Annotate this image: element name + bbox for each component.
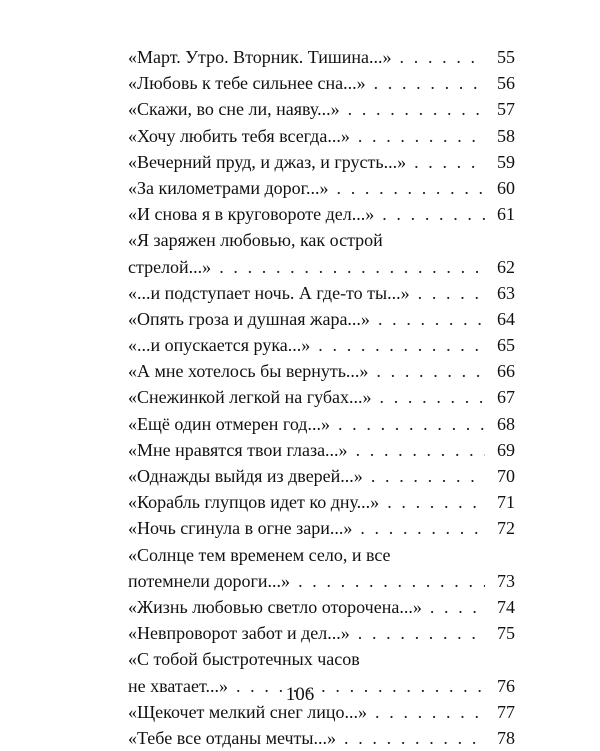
toc-entry-page: 56 <box>497 73 515 94</box>
toc-entry-page: 66 <box>497 361 515 382</box>
dot-leader <box>418 280 485 306</box>
toc-entry-title: «...и подступает ночь. А где-то ты...» <box>128 282 410 303</box>
toc-entry-title: «Ещё один отмерен год...» <box>128 413 330 434</box>
toc-entry <box>128 123 515 149</box>
dot-leader <box>378 306 485 332</box>
dot-leader <box>374 70 485 96</box>
toc-entry <box>128 384 515 410</box>
toc-entry-page: 78 <box>497 727 515 748</box>
toc-entry-page: 63 <box>497 282 515 303</box>
toc-entry <box>128 175 515 201</box>
page-number: 106 <box>285 684 315 705</box>
toc-entry-title: «Март. Утро. Вторник. Тишина...» <box>128 47 392 67</box>
toc-entry-title: «Опять гроза и душная жара...» <box>128 308 370 329</box>
toc-entry-page: 61 <box>497 204 515 225</box>
toc-entry-title: «...и опускается рука...» <box>128 335 311 356</box>
dot-leader <box>414 149 485 175</box>
toc-entry-first-line <box>128 646 515 672</box>
toc-entry <box>128 280 515 306</box>
toc-entry-title: «И снова я в круговороте дел...» <box>128 204 375 225</box>
toc-entry <box>128 411 515 437</box>
toc-entry-page: 70 <box>497 466 515 486</box>
toc-entry-title: «Однажды выйдя из дверей...» <box>128 466 363 486</box>
toc-entry <box>128 332 515 358</box>
toc-entry-page: 58 <box>497 125 515 146</box>
toc-entry <box>128 594 515 620</box>
toc-entry-first-line <box>128 542 515 568</box>
dot-leader <box>338 411 485 437</box>
dot-leader <box>358 620 485 646</box>
toc-entry <box>128 149 515 175</box>
dot-leader <box>219 254 485 280</box>
toc-entry-title: «Скажи, во сне ли, наяву...» <box>128 99 340 120</box>
toc-entry <box>128 70 515 96</box>
toc-entry-title: «Корабль глупцов идет ко дну...» <box>128 492 380 513</box>
toc-entry-title: «Снежинкой легкой на губах...» <box>128 387 372 408</box>
toc-entry <box>128 201 515 227</box>
toc-entry-page: 60 <box>497 177 515 198</box>
toc-entry-first-line <box>128 227 515 253</box>
toc-entry-title: «За километрами дорог...» <box>128 177 329 198</box>
dot-leader <box>400 44 485 70</box>
toc-entry-page: 69 <box>497 439 515 460</box>
toc-entry-page: 68 <box>497 413 515 434</box>
toc-entry <box>128 463 515 489</box>
dot-leader <box>298 568 485 594</box>
dot-leader <box>376 358 485 384</box>
toc-entry <box>128 489 515 515</box>
toc-entry-title: «Невпроворот забот и дел...» <box>128 623 350 644</box>
toc-entry-page: 72 <box>497 518 515 539</box>
dot-leader <box>387 489 485 515</box>
dot-leader <box>356 437 485 463</box>
dot-leader <box>371 463 485 489</box>
toc-entry-title: «Вечерний пруд, и джаз, и грусть...» <box>128 151 407 172</box>
toc-entry-page: 74 <box>497 596 515 617</box>
toc-entry-title: «Мне нравятся твои глаза...» <box>128 439 348 460</box>
toc-entry-title: «А мне хотелось бы вернуть...» <box>128 361 369 382</box>
toc-entry-page: 62 <box>497 256 515 277</box>
toc-entry <box>128 515 515 541</box>
toc-entry-title: «Тебе все отданы мечты...» <box>128 727 337 748</box>
dot-leader <box>380 384 485 410</box>
toc-entry-page: 65 <box>497 335 515 356</box>
dot-leader <box>430 594 485 620</box>
toc-entry-title-continuation: стрелой...» <box>128 256 212 277</box>
toc-entry <box>128 358 515 384</box>
toc-entry <box>128 437 515 463</box>
dot-leader <box>344 725 485 751</box>
toc-entry <box>128 568 515 594</box>
toc-entry-title: «С тобой быстротечных часов <box>128 649 360 670</box>
toc-entry-page: 57 <box>497 99 515 120</box>
toc-entry-title-continuation: не хватает...» <box>128 675 228 696</box>
toc-entry-page: 59 <box>497 151 515 172</box>
toc-entry <box>128 620 515 646</box>
toc-entry-page: 67 <box>497 387 515 408</box>
toc-entry-title: «Щекочет мелкий снег лицо...» <box>128 701 368 722</box>
toc-entry <box>128 306 515 332</box>
toc-entry-title-continuation: потемнели дороги...» <box>128 570 291 591</box>
toc-entry-page: 64 <box>497 308 515 329</box>
toc-entry-page: 75 <box>497 623 515 644</box>
toc-entry-page: 76 <box>497 675 515 696</box>
dot-leader <box>360 515 485 541</box>
toc-entry <box>128 96 515 122</box>
toc-entry <box>128 44 515 70</box>
toc-entry-title: «Жизнь любовью светло оторочена...» <box>128 596 422 617</box>
toc-entry <box>128 254 515 280</box>
dot-leader <box>348 96 485 122</box>
toc-entry-title: «Я заряжен любовью, как острой <box>128 230 383 251</box>
toc-entry-page: 73 <box>497 570 515 591</box>
toc-entry-title: «Ночь сгинула в огне зари...» <box>128 518 353 539</box>
toc-entry-page: 55 <box>497 47 515 67</box>
dot-leader <box>337 175 485 201</box>
table-of-contents <box>128 44 515 751</box>
toc-entry-title: «Солнце тем временем село, и все <box>128 544 391 565</box>
dot-leader <box>382 201 485 227</box>
dot-leader <box>358 123 485 149</box>
toc-entry-title: «Любовь к тебе сильнее сна...» <box>128 73 366 94</box>
toc-entry-page: 71 <box>497 492 515 513</box>
toc-entry-title: «Хочу любить тебя всегда...» <box>128 125 350 146</box>
toc-entry-page: 77 <box>497 701 515 722</box>
toc-entry <box>128 725 515 751</box>
dot-leader <box>318 332 485 358</box>
